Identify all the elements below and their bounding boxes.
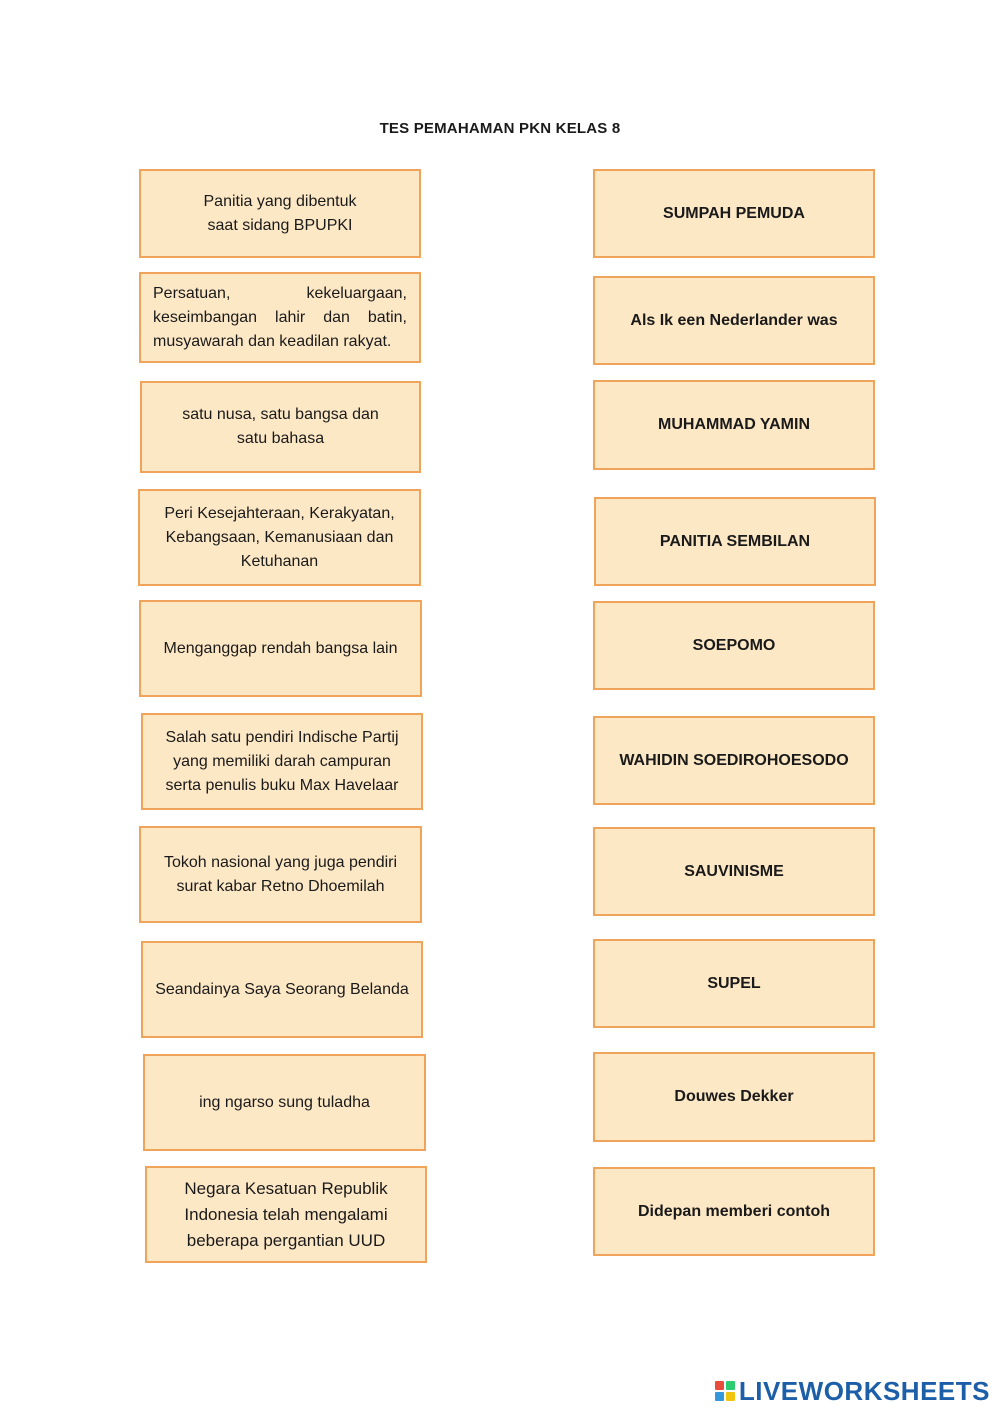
left-card-text: Peri Kesejahteraan, Kerakyatan, Kebangsaan, Kemanusiaan dan Ketuhanan <box>164 504 395 570</box>
left-card-text: Seandainya Saya Seorang Belanda <box>155 980 409 998</box>
left-card-10[interactable] <box>145 1166 427 1263</box>
right-card-9[interactable] <box>593 1052 875 1142</box>
left-card-text: Tokoh nasional yang juga pendiri surat kabar Retno Dhoemilah <box>163 853 398 895</box>
right-card-3[interactable] <box>593 380 875 470</box>
right-card-4[interactable] <box>594 497 876 586</box>
left-card-text: Persatuan, kekeluargaan, keseimbangan lahir dan batin, musyawarah dan keadilan rakyat. <box>153 284 407 350</box>
left-card-9[interactable] <box>143 1054 426 1151</box>
right-card-6[interactable] <box>593 716 875 805</box>
brand-name: LIVEWORKSHEETS <box>738 1375 990 1406</box>
right-card-text: SUPEL <box>707 974 761 992</box>
right-card-text: SUMPAH PEMUDA <box>663 204 805 222</box>
page-title: TES PEMAHAMAN PKN KELAS 8 <box>379 120 621 137</box>
left-card-4[interactable] <box>138 489 421 586</box>
left-card-text: Panitia yang dibentuk saat sidang BPUPKI <box>203 192 357 234</box>
right-card-text: SOEPOMO <box>692 636 776 654</box>
logo-squares-icon <box>715 1381 735 1401</box>
right-card-text: SAUVINISME <box>684 862 784 880</box>
right-card-5[interactable] <box>593 601 875 690</box>
left-card-8[interactable] <box>141 941 423 1038</box>
left-card-text: ing ngarso sung tuladha <box>199 1093 370 1111</box>
right-card-text: Douwes Dekker <box>674 1088 794 1105</box>
left-card-text: Salah satu pendiri Indische Partij yang memiliki darah campuran serta penulis buku Max Havelaar <box>165 728 399 794</box>
right-card-7[interactable] <box>593 827 875 916</box>
left-card-2[interactable] <box>139 272 421 363</box>
liveworksheets-logo <box>715 1376 990 1406</box>
left-card-7[interactable] <box>139 826 422 923</box>
left-card-1[interactable] <box>139 169 421 258</box>
right-card-text: PANITIA SEMBILAN <box>659 532 811 550</box>
right-card-text: Als Ik een Nederlander was <box>630 311 838 329</box>
logo-square <box>715 1381 724 1390</box>
logo-square <box>726 1381 735 1390</box>
right-card-text: WAHIDIN SOEDIROHOESODO <box>619 751 849 769</box>
left-card-5[interactable] <box>139 600 422 697</box>
logo-square <box>715 1392 724 1401</box>
right-card-text: Didepan memberi contoh <box>637 1202 831 1220</box>
logo-square <box>726 1392 735 1401</box>
left-card-text: Negara Kesatuan Republik Indonesia telah mengalami beberapa pergantian UUD <box>184 1178 388 1250</box>
right-card-8[interactable] <box>593 939 875 1028</box>
right-card-2[interactable] <box>593 276 875 365</box>
left-card-3[interactable] <box>140 381 421 473</box>
left-card-text: satu nusa, satu bangsa dan satu bahasa <box>182 406 379 447</box>
right-card-text: MUHAMMAD YAMIN <box>658 416 810 433</box>
right-card-1[interactable] <box>593 169 875 258</box>
right-card-10[interactable] <box>593 1167 875 1256</box>
left-card-text: Menganggap rendah bangsa lain <box>163 639 398 657</box>
left-card-6[interactable] <box>141 713 423 810</box>
